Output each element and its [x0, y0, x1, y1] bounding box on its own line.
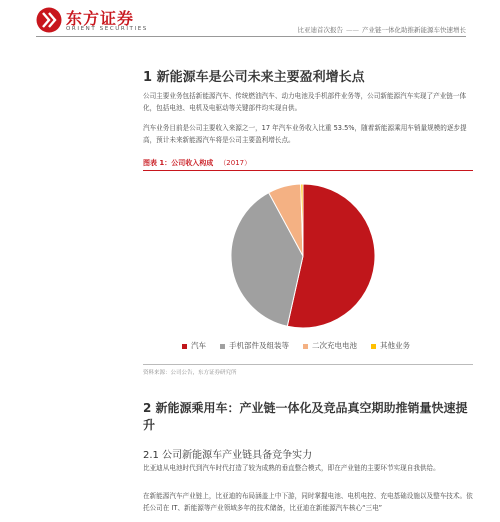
legend-swatch-0: [182, 344, 187, 349]
brand-name-cn: 东方证券: [66, 9, 135, 28]
section-2-paragraph-2: 在新能源汽车产业链上，比亚迪的布局涵盖上中下游，同时掌握电池、电机电控、充电基础设施以及整车技术。依托公司在 IT、新能源等产业领域多年的技术储备，比亚迪在新能源汽车核心“三电”: [143, 492, 473, 512]
figure-year: （2017）: [219, 159, 252, 167]
header-separator: ——: [346, 26, 359, 34]
header-divider: [36, 36, 466, 37]
figure-divider: [143, 170, 473, 171]
legend-item-0: [182, 340, 206, 351]
legend-label-1: 手机部件及组装等: [229, 341, 289, 350]
section-1-title: 1 新能源车是公司未来主要盈利增长点: [143, 70, 365, 85]
section-2-title: 2 新能源乘用车：产业链一体化及竞品真空期助推销量快速提升: [143, 401, 468, 432]
report-subtitle: 产业链一体化助推新能源车快速增长: [362, 26, 466, 34]
legend-label-2: 二次充电电池: [312, 341, 357, 350]
section-2-1-title: 2.1 公司新能源车产业链具备竞争实力: [143, 450, 313, 461]
pie-legend: [182, 340, 424, 351]
section-2-paragraph-1: 比亚迪从电池时代到汽车时代打造了较为成熟的垂直整合模式，即在产业链的主要环节实现自我供给。: [143, 464, 440, 472]
section-1-paragraph-2: 汽车业务目前是公司主要收入来源之一，17 年汽车业务收入比重 53.5%，随着新能源乘用车销量规模的逐步提高，预计未来新能源汽车将是公司主要盈利增长点。: [143, 124, 467, 144]
legend-label-0: 汽车: [191, 341, 206, 350]
source-divider: [143, 364, 473, 365]
report-header-text: [298, 25, 467, 34]
legend-item-2: [303, 340, 357, 351]
brand-logo-icon: [36, 7, 62, 33]
figure-source: 资料来源：公司公告，东方证券研究所: [143, 370, 237, 376]
section-1-paragraph-1: 公司主要业务包括新能源汽车、传统燃油汽车、动力电池及手机部件业务等，公司新能源汽车实现了产业链一体化，包括电池、电机及电驱动等关键部件均实现自供。: [143, 92, 467, 112]
legend-swatch-2: [303, 344, 308, 349]
legend-label-3: 其他业务: [380, 341, 410, 350]
brand-name-en: ORIENT SECURITIES: [66, 26, 148, 32]
legend-item-1: [220, 340, 289, 351]
legend-item-3: [371, 340, 410, 351]
legend-swatch-1: [220, 344, 225, 349]
revenue-pie-chart: [143, 172, 473, 337]
legend-swatch-3: [371, 344, 376, 349]
figure-label: 图表 1：公司收入构成: [143, 159, 214, 167]
report-type: 比亚迪首次报告: [297, 26, 343, 34]
figure-title: [143, 158, 251, 168]
brand-logo: [36, 6, 146, 36]
page-header: [0, 0, 500, 42]
